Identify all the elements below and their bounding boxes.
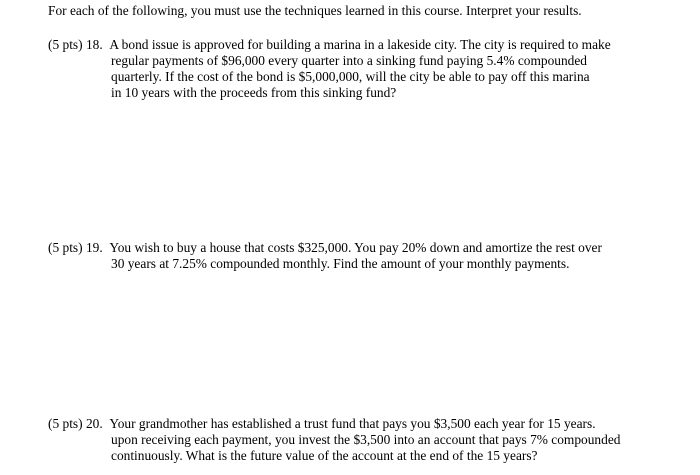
problem-20-text-line-3: continuously. What is the future value of the account at the end of the 15 years? — [111, 448, 538, 463]
problem-20 — [48, 416, 678, 464]
problem-19-number: 19. — [85, 240, 103, 255]
problem-20-text-line-1: Your grandmother has established a trust fund that pays you $3,500 each year for 15 years. — [109, 416, 596, 431]
problem-19-text-line-2: 30 years at 7.25% compounded monthly. Find the amount of your monthly payments. — [111, 256, 570, 271]
problem-18-text-line-3: quarterly. If the cost of the bond is $5,000,000, will the city be able to pay off this marina — [111, 69, 590, 84]
problem-20-points: (5 pts) — [48, 416, 83, 431]
problem-18-text-line-4: in 10 years with the proceeds from this sinking fund? — [111, 85, 397, 100]
problem-18-first-line — [48, 37, 678, 53]
problem-18-number: 18. — [85, 37, 103, 52]
problem-19-text-line-1: You wish to buy a house that costs $325,000. You pay 20% down and amortize the rest over — [109, 240, 602, 255]
problem-18-points: (5 pts) — [48, 37, 83, 52]
problem-18 — [48, 37, 678, 101]
problem-18-text-line-1: A bond issue is approved for building a marina in a lakeside city. The city is required to make — [109, 37, 611, 52]
problem-20-text-line-2: upon receiving each payment, you invest the $3,500 into an account that pays 7% compounded — [111, 432, 621, 447]
instructions-text: For each of the following, you must use the techniques learned in this course. Interpret your results. — [48, 3, 582, 18]
problem-20-first-line — [48, 416, 678, 432]
problem-18-text-line-2: regular payments of $96,000 every quarter into a sinking fund paying 5.4% compounded — [111, 53, 587, 68]
problem-19 — [48, 240, 678, 272]
problem-19-first-line — [48, 240, 678, 256]
problem-20-number: 20. — [85, 416, 103, 431]
problem-19-points: (5 pts) — [48, 240, 83, 255]
